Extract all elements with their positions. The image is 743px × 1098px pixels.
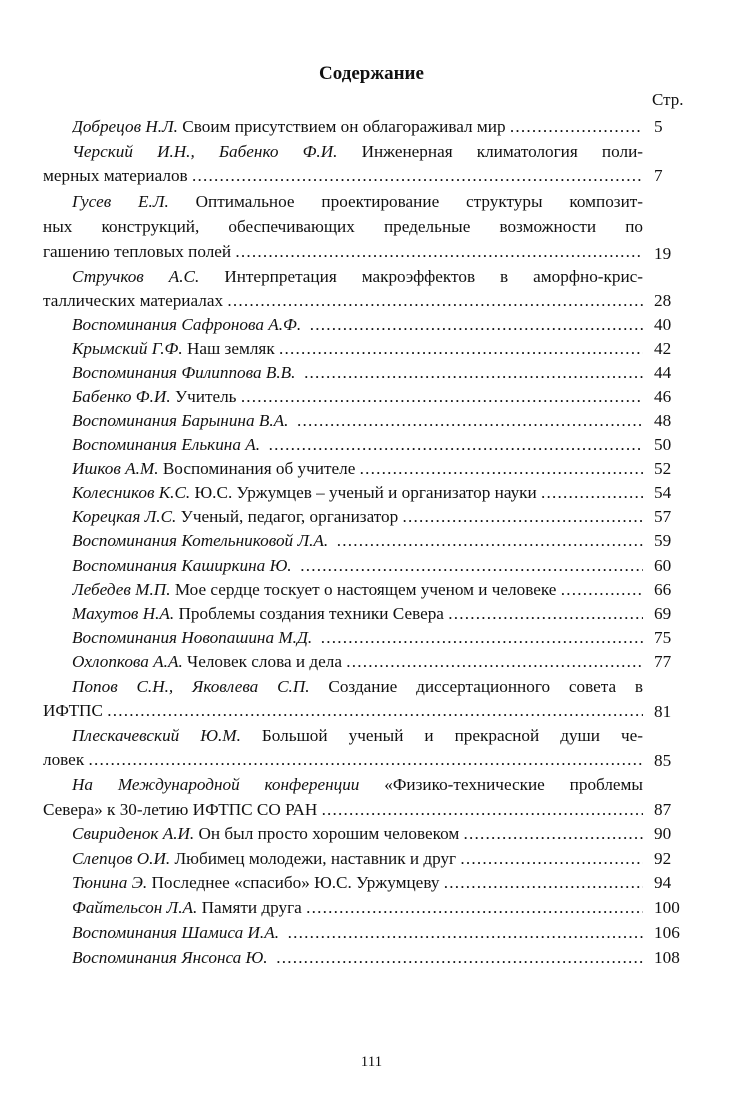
toc-entry xyxy=(72,385,643,409)
entry-page: 81 xyxy=(654,702,672,721)
entry-page: 100 xyxy=(654,898,680,917)
entry-page: 106 xyxy=(654,923,680,942)
toc-entry xyxy=(72,946,643,970)
toc-entry xyxy=(72,140,643,164)
leader-dots xyxy=(448,602,643,626)
toc-entry-continuation xyxy=(43,289,643,313)
entry-title: гашению тепловых полей xyxy=(43,242,232,261)
entry-title: Проблемы создания техники Севера xyxy=(178,604,444,623)
entry-title: Оптимальное проектирование структуры композит- xyxy=(195,192,644,211)
toc-entry xyxy=(72,675,643,699)
toc-entry xyxy=(72,529,643,553)
entry-title: Последнее «спасибо» Ю.С. Уржумцеву xyxy=(151,873,440,892)
leader-dots xyxy=(276,946,643,970)
entry-author: Файтельсон Л.А. xyxy=(72,898,198,917)
toc-entry xyxy=(72,505,643,529)
leader-dots xyxy=(403,505,643,529)
entry-page: 42 xyxy=(654,339,672,358)
toc-entry xyxy=(72,433,643,457)
leader-dots xyxy=(337,529,643,553)
leader-dots xyxy=(88,748,643,772)
entry-page: 57 xyxy=(654,507,672,526)
entry-author: Воспоминания Шамиса И.А. xyxy=(72,923,280,942)
entry-page: 92 xyxy=(654,849,672,868)
entry-page: 50 xyxy=(654,435,672,454)
leader-dots xyxy=(321,626,643,650)
entry-page: 46 xyxy=(654,387,672,406)
entry-page: 44 xyxy=(654,363,672,382)
entry-author: Корецкая Л.С. xyxy=(72,507,177,526)
entry-title: таллических материалах xyxy=(43,291,224,310)
entry-page: 108 xyxy=(654,948,680,967)
toc-entry-continuation xyxy=(43,164,643,188)
entry-title: Наш земляк xyxy=(186,339,275,358)
entry-page: 77 xyxy=(654,652,672,671)
entry-author: Бабенко Ф.И. xyxy=(72,387,171,406)
entry-author: Плескачевский Ю.М. xyxy=(72,726,241,745)
entry-page: 59 xyxy=(654,531,672,550)
entry-author: Гусев Е.Л. xyxy=(72,192,169,211)
entry-title: Инженерная климатология поли- xyxy=(361,142,643,161)
entry-title: Создание диссертационного совета в xyxy=(328,677,643,696)
leader-dots xyxy=(310,313,643,337)
entry-title: ИФТПС xyxy=(43,701,103,720)
toc-entry xyxy=(72,871,643,895)
entry-author: Попов С.Н., Яковлева С.П. xyxy=(72,677,310,696)
entry-page: 90 xyxy=(654,824,672,843)
entry-page: 5 xyxy=(654,117,663,136)
toc-entry xyxy=(72,602,643,626)
entry-author: Воспоминания Филиппова В.В. xyxy=(72,363,296,382)
entry-title: ловек xyxy=(43,750,85,769)
entry-page: 28 xyxy=(654,291,672,310)
entry-author: На Международной конференции xyxy=(72,775,360,794)
leader-dots xyxy=(304,361,643,385)
entry-author: Стручков А.С. xyxy=(72,267,200,286)
toc-entry-continuation xyxy=(43,215,643,239)
entry-page: 69 xyxy=(654,604,672,623)
entry-page: 87 xyxy=(654,800,672,819)
leader-dots xyxy=(561,578,643,602)
entry-title: Ученый, педагог, организатор xyxy=(180,507,399,526)
entry-page: 40 xyxy=(654,315,672,334)
entry-author: Ишков А.М. xyxy=(72,459,159,478)
entry-title: мерных материалов xyxy=(43,166,188,185)
entry-author: Охлопкова А.А. xyxy=(72,652,183,671)
leader-dots xyxy=(510,115,643,139)
leader-dots xyxy=(269,433,643,457)
leader-dots xyxy=(192,164,643,188)
entry-page: 7 xyxy=(654,166,663,185)
entry-title: Он был просто хорошим человеком xyxy=(198,824,460,843)
entry-author: Лебедев М.П. xyxy=(72,580,171,599)
leader-dots xyxy=(288,921,643,945)
entry-author: Махутов Н.А. xyxy=(72,604,175,623)
entry-title: Памяти друга xyxy=(201,898,302,917)
entry-author: Воспоминания Барынина В.А. xyxy=(72,411,289,430)
entry-title: Мое сердце тоскует о настоящем ученом и человеке xyxy=(174,580,557,599)
entry-page: 94 xyxy=(654,873,672,892)
toc-entry xyxy=(72,724,643,748)
entry-page: 19 xyxy=(654,244,672,263)
entry-title: Учитель xyxy=(174,387,237,406)
entry-title: Своим присутствием он облагораживал мир xyxy=(182,117,506,136)
page-title: Содержание xyxy=(319,63,424,84)
toc-entry xyxy=(72,361,643,385)
toc-entry xyxy=(72,409,643,433)
entry-author: Воспоминания Новопашина М.Д. xyxy=(72,628,313,647)
entry-page: 66 xyxy=(654,580,672,599)
leader-dots xyxy=(346,650,643,674)
leader-dots xyxy=(444,871,643,895)
toc-entry xyxy=(72,921,643,945)
entry-title: Большой ученый и прекрасной души че- xyxy=(261,726,643,745)
entry-title: Ю.С. Уржумцев – ученый и организатор науки xyxy=(194,483,537,502)
toc-entry xyxy=(72,190,643,214)
entry-author: Черский И.Н., Бабенко Ф.И. xyxy=(72,142,338,161)
entry-author: Воспоминания Котельниковой Л.А. xyxy=(72,531,329,550)
entry-title: Любимец молодежи, наставник и друг xyxy=(174,849,457,868)
entry-author: Свириденок А.И. xyxy=(72,824,195,843)
entry-author: Воспоминания Елькина А. xyxy=(72,435,261,454)
toc-entry-continuation xyxy=(43,699,643,723)
entry-page: 52 xyxy=(654,459,672,478)
footer-page-number: 111 xyxy=(360,1054,383,1070)
leader-dots xyxy=(227,289,643,313)
toc-entry-continuation xyxy=(43,748,643,772)
page-column-label: Стр. xyxy=(652,90,684,109)
entry-author: Воспоминания Каширкина Ю. xyxy=(72,556,292,575)
leader-dots xyxy=(460,847,643,871)
toc-entry xyxy=(72,578,643,602)
toc-entry xyxy=(72,265,643,289)
entry-title: Севера» к 30-летию ИФТПС СО РАН xyxy=(43,800,318,819)
leader-dots xyxy=(297,409,643,433)
toc-entry-continuation xyxy=(43,798,643,822)
toc-entry xyxy=(72,313,643,337)
entry-title: Воспоминания об учителе xyxy=(162,459,356,478)
toc-entry xyxy=(72,457,643,481)
toc-entry xyxy=(72,554,643,578)
entry-title: Интерпретация макроэффектов в аморфно-крис- xyxy=(224,267,644,286)
entry-author: Крымский Г.Ф. xyxy=(72,339,183,358)
entry-author: Колесников К.С. xyxy=(72,483,191,502)
toc-entry xyxy=(72,896,643,920)
toc-entry xyxy=(72,773,643,797)
leader-dots xyxy=(107,699,643,723)
entry-author: Слепцов О.И. xyxy=(72,849,171,868)
toc-entry xyxy=(72,822,643,846)
entry-page: 60 xyxy=(654,556,672,575)
toc-entry xyxy=(72,650,643,674)
toc-entry xyxy=(72,626,643,650)
entry-author: Добрецов Н.Л. xyxy=(72,117,178,136)
entry-page: 75 xyxy=(654,628,672,647)
toc-entry xyxy=(72,481,643,505)
entry-title: «Физико-технические проблемы xyxy=(384,775,643,794)
toc-entry-continuation xyxy=(43,240,643,264)
entry-author: Воспоминания Сафронова А.Ф. xyxy=(72,315,302,334)
toc-entry xyxy=(72,115,643,139)
entry-page: 54 xyxy=(654,483,672,502)
entry-author: Тюнина Э. xyxy=(72,873,148,892)
leader-dots xyxy=(360,457,643,481)
toc-entry xyxy=(72,847,643,871)
leader-dots xyxy=(322,798,643,822)
leader-dots xyxy=(464,822,643,846)
leader-dots xyxy=(235,240,643,264)
leader-dots xyxy=(541,481,643,505)
entry-page: 85 xyxy=(654,751,672,770)
leader-dots xyxy=(306,896,643,920)
leader-dots xyxy=(279,337,643,361)
entry-author: Воспоминания Янсонса Ю. xyxy=(72,948,268,967)
toc-entry xyxy=(72,337,643,361)
leader-dots xyxy=(300,554,643,578)
entry-page: 48 xyxy=(654,411,672,430)
entry-title: Человек слова и дела xyxy=(187,652,342,671)
leader-dots xyxy=(241,385,643,409)
entry-title: ных конструкций, обеспечивающих предельные возможности по xyxy=(43,217,643,236)
